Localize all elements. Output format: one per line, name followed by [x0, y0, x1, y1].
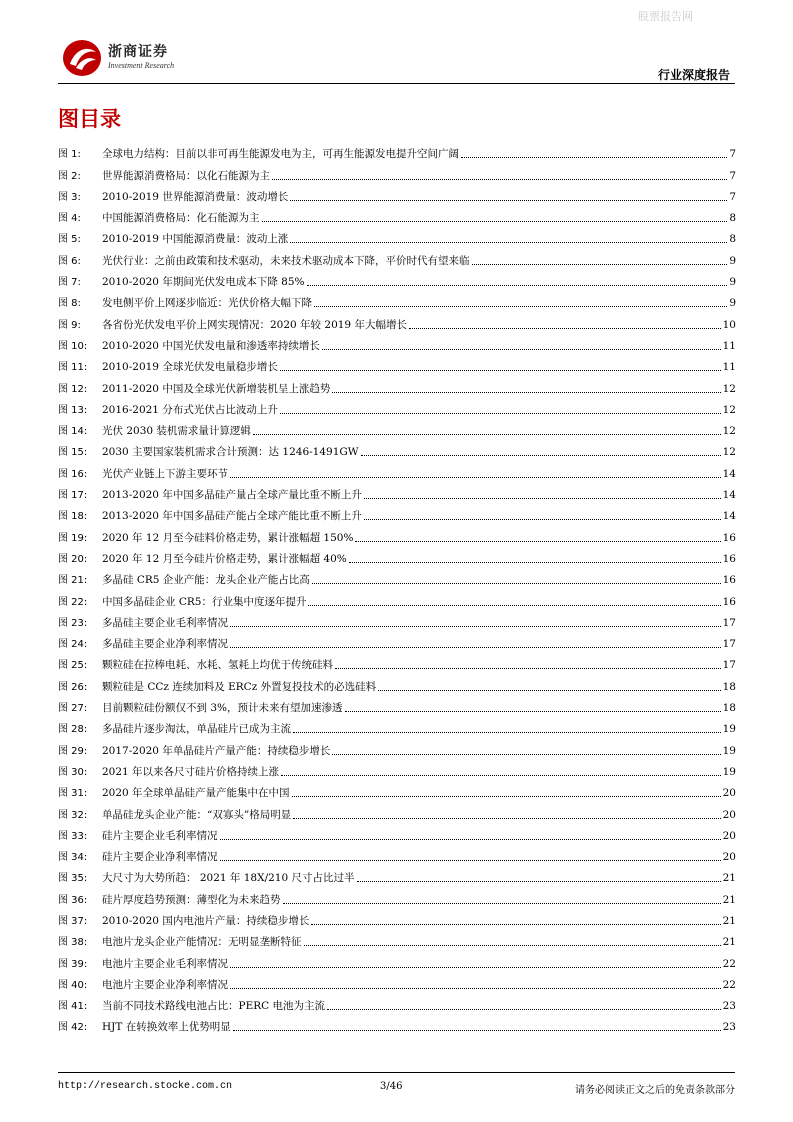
- toc-entry-title: 颗粒硅在拉棒电耗、水耗、氢耗上均优于传统硅料: [102, 659, 333, 672]
- toc-entry-title: 多晶硅主要企业毛利率情况: [102, 616, 228, 629]
- toc-entry-label: 图 34:: [58, 852, 88, 864]
- toc-entry-page: 8: [729, 233, 736, 246]
- toc-entry-title: 2010-2020 年期间光伏发电成本下降 85%: [102, 276, 305, 289]
- toc-entry-title: 当前不同技术路线电池占比：PERC 电池为主流: [102, 1000, 326, 1013]
- toc-dot-leader: [290, 200, 727, 201]
- toc-entry-page: 20: [722, 829, 736, 842]
- header-divider: [58, 83, 735, 84]
- toc-entry-label: 图 2:: [58, 170, 81, 182]
- toc-entry[interactable]: [58, 694, 736, 715]
- toc-entry-title: 2020 年 12 月至今硅料价格走势，累计涨幅超 150%: [102, 531, 354, 544]
- toc-entry[interactable]: [58, 523, 736, 544]
- toc-entry-title: 多晶硅 CR5 企业产能：龙头企业产能占比高: [102, 574, 310, 587]
- toc-entry[interactable]: [58, 289, 736, 310]
- toc-entry-page: 17: [722, 659, 736, 672]
- toc-entry-title: 各省份光伏发电平价上网实现情况：2020 年较 2019 年大幅增长: [102, 318, 407, 331]
- toc-entry-page: 18: [722, 680, 736, 693]
- toc-dot-leader: [280, 370, 721, 371]
- toc-dot-leader: [233, 1030, 721, 1031]
- toc-entry-label: 图 22:: [58, 596, 88, 608]
- toc-dot-leader: [293, 818, 720, 819]
- toc-entry-page: 23: [722, 1021, 736, 1034]
- company-name-cn: 浙商证券: [108, 44, 168, 60]
- toc-dot-leader: [349, 562, 721, 563]
- toc-entry-label: 图 6:: [58, 255, 81, 267]
- toc-entry-title: 多晶硅主要企业净利率情况: [102, 638, 228, 651]
- toc-entry-page: 9: [729, 276, 736, 289]
- toc-entry-title: 硅片厚度趋势预测：薄型化为未来趋势: [102, 893, 281, 906]
- toc-entry-label: 图 42:: [58, 1022, 88, 1034]
- toc-entry-page: 19: [722, 765, 736, 778]
- toc-dot-leader: [283, 903, 721, 904]
- toc-entry[interactable]: [58, 864, 736, 885]
- toc-entry[interactable]: [58, 800, 736, 821]
- toc-entry-label: 图 8:: [58, 298, 81, 310]
- toc-entry-title: 电池片龙头企业产能情况：无明显垄断特征: [102, 936, 302, 949]
- toc-dot-leader: [355, 541, 720, 542]
- toc-entry-title: 2010-2020 中国光伏发电量和渗透率持续增长: [102, 339, 320, 352]
- toc-entry-title: 2020 年 12 月至今硅片价格走势，累计涨幅超 40%: [102, 552, 347, 565]
- toc-entry-label: 图 28:: [58, 724, 88, 736]
- disclaimer-note: 请务必阅读正文之后的免责条款部分: [575, 1085, 735, 1096]
- toc-entry-label: 图 29:: [58, 745, 88, 757]
- toc-entry-title: 光伏行业：之前由政策和技术驱动，未来技术驱动成本下降，平价时代有望来临: [102, 254, 470, 267]
- toc-entry-label: 图 31:: [58, 788, 88, 800]
- toc-entry-title: 光伏产业链上下游主要环节: [102, 467, 228, 480]
- toc-dot-leader: [253, 434, 721, 435]
- figure-list: [58, 140, 736, 1034]
- toc-entry-label: 图 40:: [58, 979, 88, 991]
- toc-entry[interactable]: [58, 971, 736, 992]
- toc-entry-label: 图 18:: [58, 511, 88, 523]
- toc-entry-page: 14: [722, 510, 736, 523]
- logo-emblem-icon: [62, 38, 104, 78]
- toc-entry-label: 图 27:: [58, 703, 88, 715]
- toc-entry[interactable]: [58, 651, 736, 672]
- toc-entry-page: 22: [722, 957, 736, 970]
- toc-entry-page: 20: [722, 808, 736, 821]
- toc-entry[interactable]: [58, 417, 736, 438]
- toc-entry-title: 2013-2020 年中国多晶硅产能占全球产能比重不断上升: [102, 510, 362, 523]
- toc-entry-page: 7: [729, 148, 736, 161]
- toc-entry[interactable]: [58, 310, 736, 331]
- toc-dot-leader: [378, 690, 721, 691]
- toc-entry-label: 图 5:: [58, 234, 81, 246]
- toc-entry-title: 2030 主要国家装机需求合计预测：达 1246-1491GW: [102, 446, 359, 459]
- toc-entry-page: 12: [722, 425, 736, 438]
- toc-entry-page: 7: [729, 169, 736, 182]
- toc-entry-label: 图 11:: [58, 362, 88, 374]
- toc-entry[interactable]: [58, 715, 736, 736]
- toc-entry-label: 图 35:: [58, 873, 88, 885]
- toc-dot-leader: [311, 924, 720, 925]
- toc-entry-label: 图 1:: [58, 149, 81, 161]
- toc-entry-title: 颗粒硅是 CCz 连续加料及 ERCz 外置复投技术的必选硅料: [102, 680, 377, 693]
- toc-entry[interactable]: [58, 672, 736, 693]
- toc-dot-leader: [280, 413, 721, 414]
- company-name-en: Investment Research: [108, 61, 175, 70]
- toc-entry-page: 19: [722, 723, 736, 736]
- toc-entry[interactable]: [58, 992, 736, 1013]
- toc-entry-page: 7: [729, 190, 736, 203]
- toc-entry-title: 目前颗粒硅份额仅不到 3%，预计未来有望加速渗透: [102, 702, 343, 715]
- toc-dot-leader: [409, 328, 721, 329]
- toc-dot-leader: [335, 668, 721, 669]
- toc-entry-page: 14: [722, 489, 736, 502]
- toc-entry[interactable]: [58, 885, 736, 906]
- toc-entry-label: 图 36:: [58, 894, 88, 906]
- toc-entry-page: 16: [722, 552, 736, 565]
- toc-entry-label: 图 14:: [58, 426, 88, 438]
- toc-entry-page: 21: [722, 914, 736, 927]
- toc-entry-title: 2011-2020 中国及全球光伏新增装机呈上涨趋势: [102, 382, 331, 395]
- toc-entry-page: 8: [729, 212, 736, 225]
- toc-entry[interactable]: [58, 225, 736, 246]
- toc-entry-page: 10: [722, 318, 736, 331]
- toc-entry-page: 20: [722, 851, 736, 864]
- toc-entry-label: 图 21:: [58, 575, 88, 587]
- toc-dot-leader: [364, 519, 721, 520]
- toc-dot-leader: [230, 477, 721, 478]
- toc-entry-page: 11: [722, 339, 736, 352]
- toc-entry-page: 12: [722, 382, 736, 395]
- toc-entry[interactable]: [58, 949, 736, 970]
- toc-entry-label: 图 41:: [58, 1001, 88, 1013]
- toc-dot-leader: [292, 796, 721, 797]
- toc-entry[interactable]: [58, 353, 736, 374]
- toc-entry-page: 17: [722, 638, 736, 651]
- toc-entry-label: 图 10:: [58, 340, 88, 352]
- toc-entry-title: 中国能源消费格局：化石能源为主: [102, 212, 260, 225]
- toc-entry-title: 大尺寸为大势所趋： 2021 年 18X/210 尺寸占比过半: [102, 872, 355, 885]
- toc-entry-page: 21: [722, 872, 736, 885]
- toc-entry[interactable]: [58, 396, 736, 417]
- toc-dot-leader: [304, 945, 721, 946]
- toc-dot-leader: [262, 221, 728, 222]
- toc-dot-leader: [230, 647, 721, 648]
- toc-dot-leader: [461, 157, 727, 158]
- toc-entry[interactable]: [58, 502, 736, 523]
- toc-entry-page: 12: [722, 446, 736, 459]
- toc-entry-title: 2010-2019 全球光伏发电量稳步增长: [102, 361, 278, 374]
- toc-entry-title: 2017-2020 年单晶硅片产量产能：持续稳步增长: [102, 744, 331, 757]
- toc-entry[interactable]: [58, 907, 736, 928]
- toc-entry[interactable]: [58, 246, 736, 267]
- toc-entry-label: 图 4:: [58, 213, 81, 225]
- toc-entry-label: 图 13:: [58, 404, 88, 416]
- toc-dot-leader: [364, 498, 721, 499]
- watermark-text: 股票报告网: [638, 10, 693, 23]
- toc-dot-leader: [220, 860, 721, 861]
- toc-entry-label: 图 19:: [58, 532, 88, 544]
- toc-entry[interactable]: [58, 843, 736, 864]
- toc-dot-leader: [332, 754, 720, 755]
- toc-entry-page: 12: [722, 403, 736, 416]
- toc-entry-title: 硅片主要企业净利率情况: [102, 851, 218, 864]
- toc-entry[interactable]: [58, 204, 736, 225]
- toc-entry-title: 多晶硅片逐步淘汰，单晶硅片已成为主流: [102, 723, 291, 736]
- toc-entry-label: 图 7:: [58, 277, 81, 289]
- toc-entry[interactable]: [58, 438, 736, 459]
- toc-entry-label: 图 33:: [58, 830, 88, 842]
- toc-dot-leader: [345, 711, 721, 712]
- toc-entry[interactable]: [58, 268, 736, 289]
- toc-entry-title: 单晶硅龙头企业产能：“双寡头”格局明显: [102, 808, 292, 821]
- toc-entry-label: 图 17:: [58, 490, 88, 502]
- toc-entry[interactable]: [58, 374, 736, 395]
- footer-divider: [58, 1072, 735, 1073]
- toc-entry-title: 电池片主要企业毛利率情况: [102, 957, 228, 970]
- toc-entry[interactable]: [58, 928, 736, 949]
- toc-entry-title: HJT 在转换效率上优势明显: [102, 1021, 231, 1034]
- toc-entry[interactable]: [58, 161, 736, 182]
- toc-entry-page: 9: [729, 254, 736, 267]
- toc-entry-title: 2010-2019 世界能源消费量：波动增长: [102, 190, 289, 203]
- toc-entry-page: 23: [722, 1000, 736, 1013]
- toc-entry[interactable]: [58, 609, 736, 630]
- toc-dot-leader: [472, 264, 728, 265]
- toc-entry-label: 图 26:: [58, 681, 88, 693]
- toc-dot-leader: [230, 967, 721, 968]
- company-logo: [62, 38, 222, 78]
- toc-dot-leader: [230, 988, 721, 989]
- toc-entry-title: 中国多晶硅企业 CR5：行业集中度逐年提升: [102, 595, 307, 608]
- toc-entry[interactable]: [58, 822, 736, 843]
- toc-entry-page: 18: [722, 702, 736, 715]
- page-title: 图目录: [58, 107, 121, 131]
- toc-entry-page: 21: [722, 936, 736, 949]
- toc-entry-title: 发电侧平价上网逐步临近：光伏价格大幅下降: [102, 297, 312, 310]
- toc-entry-label: 图 3:: [58, 191, 81, 203]
- toc-dot-leader: [230, 626, 721, 627]
- toc-dot-leader: [307, 285, 728, 286]
- toc-entry-page: 20: [722, 787, 736, 800]
- toc-entry-page: 21: [722, 893, 736, 906]
- toc-entry-label: 图 30:: [58, 766, 88, 778]
- toc-dot-leader: [220, 839, 721, 840]
- page-number: 3/46: [380, 1081, 403, 1092]
- toc-dot-leader: [322, 349, 721, 350]
- toc-entry-label: 图 23:: [58, 617, 88, 629]
- toc-entry-label: 图 37:: [58, 915, 88, 927]
- toc-entry-page: 16: [722, 595, 736, 608]
- toc-dot-leader: [308, 605, 720, 606]
- toc-entry-label: 图 38:: [58, 937, 88, 949]
- toc-entry[interactable]: [58, 758, 736, 779]
- toc-dot-leader: [361, 455, 721, 456]
- toc-entry-title: 2010-2020 国内电池片产量：持续稳步增长: [102, 914, 310, 927]
- toc-entry-title: 2010-2019 中国能源消费量：波动上涨: [102, 233, 289, 246]
- toc-entry-label: 图 25:: [58, 660, 88, 672]
- toc-entry[interactable]: [58, 630, 736, 651]
- toc-dot-leader: [312, 583, 721, 584]
- report-type: 行业深度报告: [657, 68, 730, 82]
- toc-entry[interactable]: [58, 459, 736, 480]
- toc-entry-label: 图 9:: [58, 319, 81, 331]
- toc-entry[interactable]: [58, 140, 736, 161]
- toc-entry-label: 图 24:: [58, 639, 88, 651]
- toc-entry[interactable]: [58, 545, 736, 566]
- toc-dot-leader: [272, 179, 727, 180]
- toc-dot-leader: [327, 1009, 721, 1010]
- toc-entry-title: 光伏 2030 装机需求量计算逻辑: [102, 425, 251, 438]
- toc-entry[interactable]: [58, 779, 736, 800]
- footer-url-link[interactable]: http://research.stocke.com.cn: [58, 1081, 233, 1092]
- toc-entry-label: 图 12:: [58, 383, 88, 395]
- toc-entry-title: 2013-2020 年中国多晶硅产量占全球产量比重不断上升: [102, 489, 362, 502]
- toc-entry-page: 17: [722, 616, 736, 629]
- toc-entry[interactable]: [58, 1013, 736, 1034]
- toc-entry-title: 2020 年全球单晶硅产量产能集中在中国: [102, 787, 290, 800]
- toc-entry-page: 19: [722, 744, 736, 757]
- toc-entry-title: 世界能源消费格局：以化石能源为主: [102, 169, 270, 182]
- toc-entry-title: 2021 年以来各尺寸硅片价格持续上涨: [102, 765, 280, 778]
- toc-entry[interactable]: [58, 481, 736, 502]
- toc-dot-leader: [332, 392, 720, 393]
- toc-entry-page: 9: [729, 297, 736, 310]
- toc-entry[interactable]: [58, 736, 736, 757]
- toc-entry-title: 2016-2021 分布式光伏占比波动上升: [102, 403, 278, 416]
- toc-entry-page: 16: [722, 531, 736, 544]
- toc-entry[interactable]: [58, 566, 736, 587]
- toc-entry[interactable]: [58, 587, 736, 608]
- toc-dot-leader: [357, 881, 721, 882]
- toc-dot-leader: [314, 306, 727, 307]
- toc-dot-leader: [293, 732, 721, 733]
- toc-dot-leader: [281, 775, 721, 776]
- toc-entry-label: 图 20:: [58, 553, 88, 565]
- toc-entry[interactable]: [58, 332, 736, 353]
- toc-entry-label: 图 39:: [58, 958, 88, 970]
- toc-entry-page: 11: [722, 361, 736, 374]
- toc-entry-page: 14: [722, 467, 736, 480]
- toc-entry-label: 图 16:: [58, 468, 88, 480]
- toc-entry-label: 图 15:: [58, 447, 88, 459]
- toc-entry-title: 硅片主要企业毛利率情况: [102, 829, 218, 842]
- toc-entry-page: 22: [722, 978, 736, 991]
- toc-entry-title: 电池片主要企业净利率情况: [102, 978, 228, 991]
- toc-dot-leader: [290, 242, 727, 243]
- toc-entry-title: 全球电力结构：目前以非可再生能源发电为主，可再生能源发电提升空间广阔: [102, 148, 459, 161]
- toc-entry-label: 图 32:: [58, 809, 88, 821]
- toc-entry[interactable]: [58, 183, 736, 204]
- toc-entry-page: 16: [722, 574, 736, 587]
